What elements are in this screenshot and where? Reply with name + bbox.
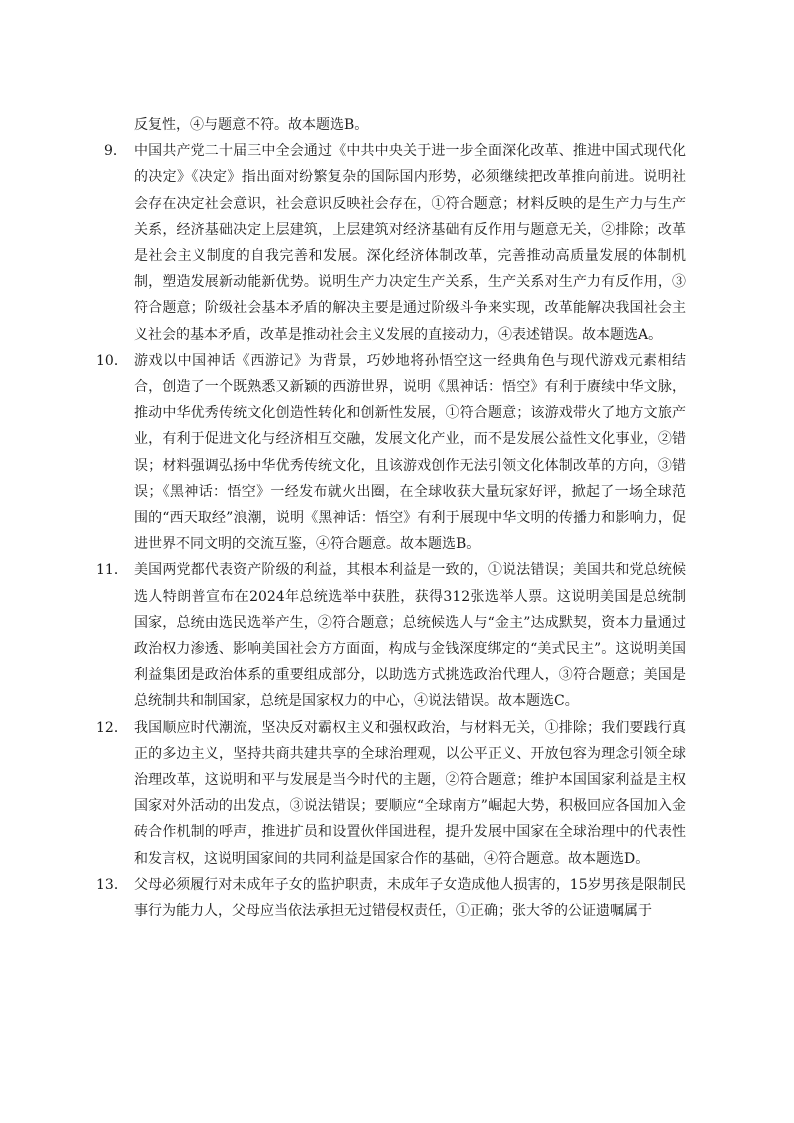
answer-item-11 [96,557,686,714]
answer-text: 我国顺应时代潮流，坚决反对霸权主义和强权政治，与材料无关，①排除；我们要践行真正的多边主义，坚持共商共建共享的全球治理观，以公平正义、开放包容为理念引领全球治理改革，这说明和平与发展是当今时代的主题，②符合题意；维护本国国家利益是主权国家对外活动的出发点，③说法错误；要顺应“全球南方”崛起大势，积极回应各国加入金砖合作机制的呼声，推进扩员和设置伙伴国进程，提升发展中国家在全球治理中的代表性和发言权，这说明国家间的共同利益是国家合作的基础，④符合题意。故本题选D。 [134,719,686,867]
question-number: 12． [96,719,128,736]
answer-text: 父母必须履行对未成年子女的监护职责，未成年子女造成他人损害的，15岁男孩是限制民事行为能力人，父母应当依法承担无过错侵权责任，①正确；张大爷的公证遗嘱属于 [134,876,686,920]
answer-text: 中国共产党二十届三中全会通过《中共中央关于进一步全面深化改革、推进中国式现代化的决定》《决定》指出面对纷繁复杂的国际国内形势，必须继续把改革推向前进。说明社会存在决定社会意识，社会意识反映社会存在，①符合题意；材料反映的是生产力与生产关系，经济基础决定上层建筑，上层建筑对经济基础有反作用与题意无关，②排除；改革是社会主义制度的自我完善和发展。深化经济体制改革，完善推动高质量发展的体制机制，塑造发展新动能新优势。说明生产力决定生产关系，生产关系对生产力有反作用，③符合题意；阶级社会基本矛盾的解决主要是通过阶级斗争来实现，改革能解决我国社会主义社会的基本矛盾，改革是推动社会主义发展的直接动力，④表述错误。故本题选A。 [134,143,686,343]
question-number: 9． [104,143,127,160]
answer-item-9 [104,138,686,348]
answer-text: 美国两党都代表资产阶级的利益，其根本利益是一致的，①说法错误；美国共和党总统候选人特朗普宣布在2024年总统选举中获胜，获得312张选举人票。这说明美国是总统制国家，总统由选民选举产生，②符合题意；总统候选人与“金主”达成默契，资本力量通过政治权力渗透、影响美国社会方方面面，构成与金钱深度绑定的“美式民主”。这说明美国利益集团是政治体系的重要组成部分，以助选方式挑选政治代理人，③符合题意；美国是总统制共和制国家，总统是国家权力的中心，④说法错误。故本题选C。 [134,562,686,710]
answer-item-8-continuation [112,112,686,138]
answer-text: 反复性，④与题意不符。故本题选B。 [134,117,369,133]
answer-item-13 [96,872,686,924]
question-number: 11． [96,562,128,579]
answer-item-10 [96,348,686,558]
answer-text: 游戏以中国神话《西游记》为背景，巧妙地将孙悟空这一经典角色与现代游戏元素相结合，创造了一个既熟悉又新颖的西游世界，说明《黑神话：悟空》有利于赓续中华文脉，推动中华优秀传统文化创造性转化和创新性发展，①符合题意；该游戏带火了地方文旅产业，有利于促进文化与经济相互交融，发展文化产业，而不是发展公益性文化事业，②错误；材料强调弘扬中华优秀传统文化，且该游戏创作无法引领文化体制改革的方向，③错误；《黑神话：悟空》一经发布就火出圈，在全球收获大量玩家好评，掀起了一场全球范围的“西天取经”浪潮，说明《黑神话：悟空》有利于展现中华文明的传播力和影响力，促进世界不同文明的交流互鉴，④符合题意。故本题选B。 [134,352,686,553]
answer-explanations [96,112,686,924]
question-number: 10． [96,352,128,369]
answer-item-12 [96,715,686,872]
question-number: 13． [96,876,128,893]
